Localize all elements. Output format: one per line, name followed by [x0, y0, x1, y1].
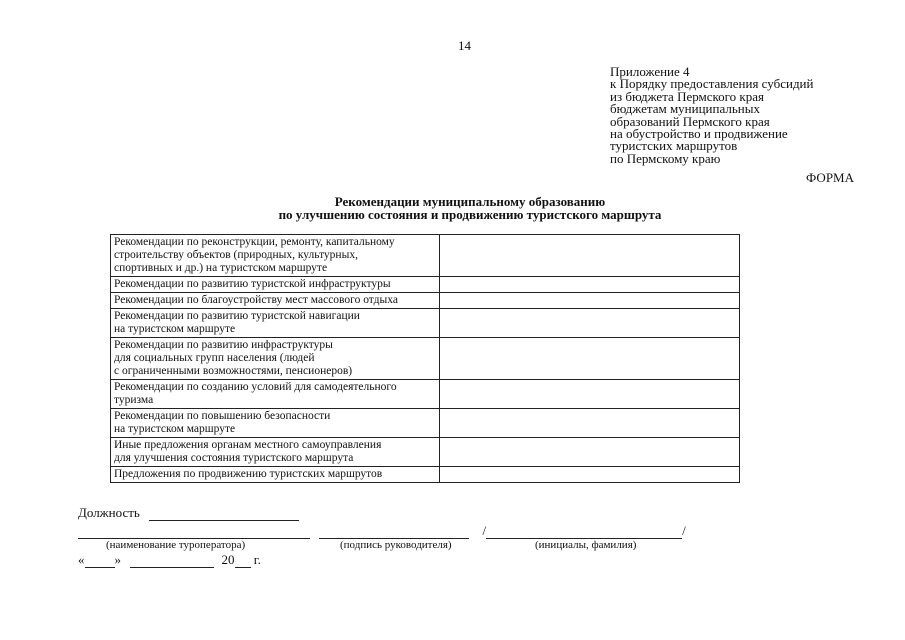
form-label: ФОРМА [806, 170, 854, 185]
table-row [111, 235, 740, 277]
position-label: Должность [78, 505, 140, 520]
row-label [111, 467, 440, 483]
row-label-line: с ограниченными возможностями, пенсионеров) [114, 365, 353, 377]
row-label-line: Предложения по продвижению туристских маршрутов [114, 468, 383, 480]
date-month-field[interactable] [130, 555, 214, 568]
row-value-cell[interactable] [439, 380, 739, 409]
row-label-line: на туристском маршруте [114, 423, 236, 435]
position-field[interactable] [149, 508, 299, 521]
table-row [111, 293, 740, 309]
appendix-line: бюджетам муниципальных [610, 101, 760, 117]
caption-signature: (подпись руководителя) [340, 539, 452, 551]
date-row [78, 552, 261, 568]
appendix-block [610, 66, 870, 165]
row-label [111, 438, 440, 467]
table-row [111, 467, 740, 483]
appendix-line: на обустройство и продвижение [610, 126, 788, 142]
row-label-line: Рекомендации по реконструкции, ремонту, капитальному [114, 236, 395, 248]
row-label-line: Рекомендации по развитию туристской инфраструктуры [114, 278, 391, 290]
date-close-quote: » [114, 552, 121, 567]
row-label [111, 338, 440, 380]
table-row [111, 380, 740, 409]
row-value-cell[interactable] [439, 409, 739, 438]
row-label [111, 277, 440, 293]
recommendations-table [110, 234, 740, 483]
date-day-field[interactable] [85, 555, 115, 568]
row-label-line: Рекомендации по созданию условий для самодеятельного [114, 381, 397, 393]
row-value-cell[interactable] [439, 338, 739, 380]
table-row [111, 409, 740, 438]
document-title [200, 195, 740, 221]
row-label-line: Рекомендации по развитию инфраструктуры [114, 339, 333, 351]
row-label [111, 309, 440, 338]
table-row [111, 338, 740, 380]
date-year-suffix: г. [250, 552, 261, 567]
signature-field[interactable] [319, 526, 469, 539]
caption-initials: (инициалы, фамилия) [535, 539, 637, 551]
row-label-line: Рекомендации по повышению безопасности [114, 410, 331, 422]
appendix-line: из бюджета Пермского края [610, 88, 765, 104]
row-value-cell[interactable] [439, 467, 739, 483]
slash-right: / [682, 523, 686, 538]
row-label-line: на туристском маршруте [114, 323, 236, 335]
appendix-line: по Пермскому краю [610, 150, 721, 166]
row-label-line: Рекомендации по развитию туристской навигации [114, 310, 360, 322]
appendix-line: туристских маршрутов [610, 138, 738, 154]
row-label [111, 293, 440, 309]
appendix-line: Приложение 4 [610, 64, 690, 79]
row-value-cell[interactable] [439, 235, 739, 277]
caption-operator: (наименование туроператора) [106, 539, 246, 551]
page-number: 14 [458, 38, 471, 53]
row-label-line: спортивных и др.) на туристском маршруте [114, 262, 328, 274]
title-line: Рекомендации муниципальному образованию [334, 194, 606, 209]
date-open-quote: « [78, 552, 85, 567]
date-year-field[interactable] [235, 555, 251, 568]
row-value-cell[interactable] [439, 293, 739, 309]
operator-name-field[interactable] [78, 526, 310, 539]
row-label-line: туризма [114, 394, 154, 406]
row-label-line: Иные предложения органам местного самоуправления [114, 439, 382, 451]
row-label-line: для улучшения состояния туристского маршрута [114, 452, 354, 464]
date-year-prefix: 20 [221, 552, 235, 567]
row-label-line: для социальных групп населения (людей [114, 352, 315, 364]
row-value-cell[interactable] [439, 438, 739, 467]
row-label [111, 380, 440, 409]
slash-left: / [482, 523, 487, 538]
position-row [78, 505, 299, 521]
title-line: по улучшению состояния и продвижению туристского маршрута [278, 207, 662, 222]
table-row [111, 277, 740, 293]
row-label [111, 235, 440, 277]
row-value-cell[interactable] [439, 309, 739, 338]
appendix-line: к Порядку предоставления субсидий [610, 76, 814, 92]
signature-row [78, 523, 686, 539]
row-value-cell[interactable] [439, 277, 739, 293]
table-row [111, 438, 740, 467]
row-label [111, 409, 440, 438]
row-label-line: Рекомендации по благоустройству мест массового отдыха [114, 294, 398, 306]
appendix-line: образований Пермского края [610, 113, 770, 129]
row-label-line: строительству объектов (природных, культурных, [114, 249, 358, 261]
table-row [111, 309, 740, 338]
initials-field[interactable] [486, 526, 682, 539]
